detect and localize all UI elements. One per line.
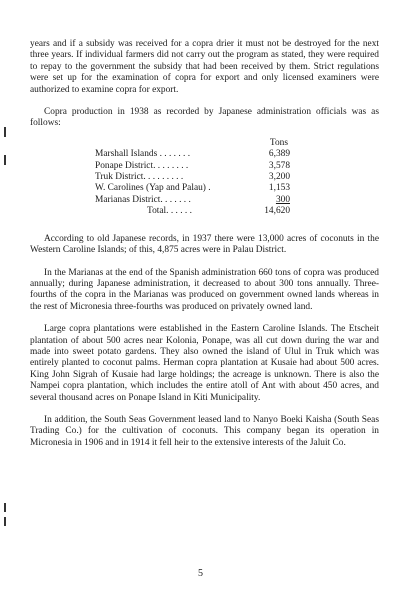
margin-mark-lower bbox=[4, 503, 6, 512]
row-value: 3,578 bbox=[268, 160, 290, 171]
margin-mark-lower-2 bbox=[4, 517, 6, 526]
row-label: Marshall Islands . . . . . . . bbox=[95, 149, 191, 160]
total-value: 14,620 bbox=[264, 206, 290, 217]
table-row bbox=[95, 195, 290, 206]
table-row bbox=[95, 149, 290, 160]
document-page bbox=[30, 39, 379, 449]
paragraph-eastern-carolines: Large copra plantations were established in the Eastern Caroline Islands. The Etscheit plantation of about 500 acres near Kolonia, Ponape, was all cut down during the war and made into sweet potato gardens. They also owned the island of Ulul in Truk which was entirely planted to coconut palms. Herman copra plantation at Kusaie had about 500 acres. King John Sigrah of Kusaie had large holdings; the acreage is unknown. There is also the Nampei copra plantation, which includes the entire atoll of Ant with about 450 acres, and several thousand acres on Ponape Island in Kiti Municipality. bbox=[30, 324, 379, 403]
table-unit-header: Tons bbox=[269, 137, 288, 148]
row-label: Truk District. . . . . . . . . bbox=[95, 172, 184, 183]
paragraph-production-intro: Copra production in 1938 as recorded by Japanese administration officials was as follows: bbox=[30, 107, 379, 129]
row-value: 6,389 bbox=[268, 149, 290, 160]
row-label: Marianas District. . . . . . . bbox=[95, 194, 191, 205]
paragraph-nanyo-boeki: In addition, the South Seas Government leased land to Nanyo Boeki Kaisha (South Seas Trading Co.) for the cultivation of coconuts. This company began its operation in Micronesia in 1906 and in 1914 it fell heir to the extensive interests of the Jaluit Co. bbox=[30, 414, 379, 448]
paragraph-subsidy: years and if a subsidy was received for a copra drier it must not be destroyed for the next three years. If individual farmers did not carry out the program as stated, they were required to repay to the government the subsidy that had been received by them. Strict regulations were set up for the examination of copra for export and only licensed examiners were authorized to examine copra for export. bbox=[30, 39, 379, 95]
table-total-row bbox=[95, 206, 290, 217]
page-number: 5 bbox=[198, 568, 203, 579]
paragraph-marianas: In the Marianas at the end of the Spanish administration 660 tons of copra was produced annually; during Japanese administration, it decreased to about 300 tons annually. Three-fourths of the copra in the Marianas was produced on government owned lands whereas in the rest of Micronesia three-fourths was produced on privately owned land. bbox=[30, 267, 379, 312]
row-label: Ponape District. . . . . . . . bbox=[95, 160, 189, 171]
row-value: 300 bbox=[275, 194, 290, 205]
margin-mark-upper-2 bbox=[4, 155, 6, 165]
row-value: 3,200 bbox=[268, 172, 290, 183]
table-row bbox=[95, 183, 290, 194]
row-value: 1,153 bbox=[268, 183, 290, 194]
row-label: W. Carolines (Yap and Palau) . bbox=[95, 183, 211, 194]
total-label: Total. . . . . . bbox=[147, 206, 192, 217]
margin-mark-upper bbox=[4, 127, 6, 137]
table-row bbox=[95, 161, 290, 172]
paragraph-western-carolines: According to old Japanese records, in 1937 there were 13,000 acres of coconuts in the Western Caroline Islands; of this, 4,875 acres were in Palau District. bbox=[30, 233, 379, 256]
copra-production-table bbox=[95, 138, 290, 218]
table-row bbox=[95, 172, 290, 183]
